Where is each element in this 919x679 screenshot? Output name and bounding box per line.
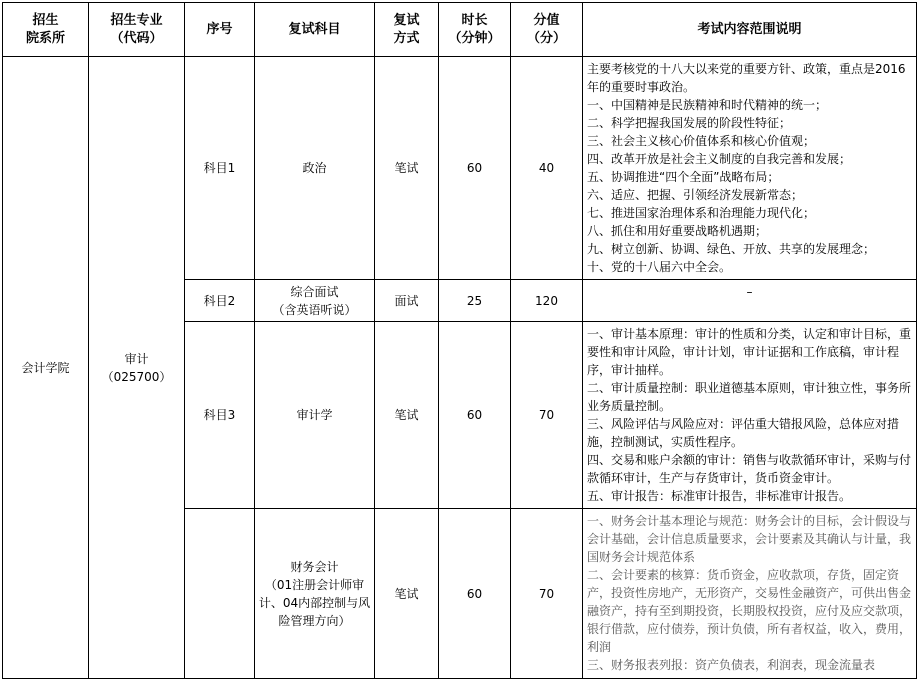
header-duration bbox=[439, 3, 511, 57]
header-major-line: 招生专业 bbox=[110, 12, 163, 28]
header-duration-line: 时长 bbox=[461, 12, 488, 28]
header-college-line: 院系所 bbox=[25, 30, 65, 46]
retest-table bbox=[2, 2, 917, 679]
subject-line: （01注册会计师审计、04内部控制与风险管理方向） bbox=[258, 577, 371, 628]
subject-cell bbox=[255, 509, 375, 679]
header-seq: 序号 bbox=[185, 3, 255, 57]
header-mode bbox=[375, 3, 439, 57]
score-cell: 70 bbox=[511, 322, 583, 509]
table-row bbox=[3, 57, 917, 280]
seq-cell: 科目1 bbox=[185, 57, 255, 280]
subject-line: （含英语听说） bbox=[272, 302, 357, 317]
seq-cell: 科目2 bbox=[185, 280, 255, 322]
duration-cell: 60 bbox=[439, 509, 511, 679]
header-college-line: 招生 bbox=[32, 12, 59, 28]
college-cell: 会计学院 bbox=[3, 57, 89, 679]
header-score bbox=[511, 3, 583, 57]
mode-cell: 面试 bbox=[375, 280, 439, 322]
major-code: （025700） bbox=[101, 369, 172, 384]
scope-paragraph: 四、交易和账户余额的审计：销售与收款循环审计，采购与付款循环审计，生产与存货审计，货币资金审计。 bbox=[587, 453, 912, 485]
score-cell: 40 bbox=[511, 57, 583, 280]
subject-cell: 审计学 bbox=[255, 322, 375, 509]
scope-paragraph: 一、中国精神是民族精神和时代精神的统一； bbox=[587, 98, 828, 112]
scope-paragraph: 三、社会主义核心价值体系和核心价值观； bbox=[587, 134, 816, 148]
scope-paragraph: 二、审计质量控制：职业道德基本原则，审计独立性，事务所业务质量控制。 bbox=[587, 381, 912, 413]
mode-cell: 笔试 bbox=[375, 509, 439, 679]
scope-cell bbox=[583, 280, 917, 322]
header-subject: 复试科目 bbox=[255, 3, 375, 57]
subject-cell: 政治 bbox=[255, 57, 375, 280]
scope-paragraph: 十、党的十八届六中全会。 bbox=[587, 260, 732, 274]
scope-paragraph: 主要考核党的十八大以来党的重要方针、政策，重点是2016年的重要时事政治。 bbox=[587, 62, 906, 94]
header-mode-line: 复试 bbox=[393, 12, 420, 28]
scope-cell bbox=[583, 57, 917, 280]
seq-cell bbox=[185, 509, 255, 679]
scope-paragraph: 六、适应、把握、引领经济发展新常态； bbox=[587, 188, 804, 202]
mode-cell: 笔试 bbox=[375, 57, 439, 280]
scope-paragraph: 五、协调推进“四个全面”战略布局； bbox=[587, 170, 780, 184]
subject-line: 财务会计 bbox=[290, 559, 339, 574]
scope-paragraph: 五、审计报告：标准审计报告，非标准审计报告。 bbox=[587, 489, 852, 503]
scope-paragraph: 八、抓住和用好重要战略机遇期； bbox=[587, 224, 768, 238]
header-college bbox=[3, 3, 89, 57]
scope-paragraph: – bbox=[746, 285, 753, 299]
header-major bbox=[89, 3, 185, 57]
scope-paragraph: 三、风险评估与风险应对：评估重大错报风险，总体应对措施，控制测试，实质性程序。 bbox=[587, 417, 900, 449]
score-cell: 70 bbox=[511, 509, 583, 679]
duration-cell: 60 bbox=[439, 322, 511, 509]
scope-paragraph: 二、会计要素的核算：货币资金，应收款项，存货，固定资产，投资性房地产，无形资产，交易性金融资产，可供出售金融资产，持有至到期投资，长期股权投资，应付及应交款项，银行借款，应付债券，预计负债，所有者权益，收入，费用，利润 bbox=[587, 568, 912, 654]
scope-paragraph: 一、财务会计基本理论与规范：财务会计的目标，会计假设与会计基础，会计信息质量要求，会计要素及其确认与计量，我国财务会计规范体系 bbox=[587, 514, 912, 564]
scope-cell bbox=[583, 322, 917, 509]
header-mode-line: 方式 bbox=[393, 30, 420, 46]
seq-cell: 科目3 bbox=[185, 322, 255, 509]
header-score-line: 分值 bbox=[533, 12, 560, 28]
header-score-line: （分） bbox=[526, 30, 566, 46]
header-duration-line: （分钟） bbox=[448, 30, 501, 46]
scope-paragraph: 九、树立创新、协调、绿色、开放、共享的发展理念； bbox=[587, 242, 876, 256]
scope-paragraph: 一、审计基本原理：审计的性质和分类，认定和审计目标，重要性和审计风险，审计计划，审计证据和工作底稿，审计程序，审计抽样。 bbox=[587, 327, 912, 377]
scope-paragraph: 四、改革开放是社会主义制度的自我完善和发展； bbox=[587, 152, 852, 166]
major-cell bbox=[89, 57, 185, 679]
scope-cell bbox=[583, 509, 917, 679]
mode-cell: 笔试 bbox=[375, 322, 439, 509]
header-scope: 考试内容范围说明 bbox=[583, 3, 917, 57]
subject-cell bbox=[255, 280, 375, 322]
scope-paragraph: 三、财务报表列报：资产负债表，利润表，现金流量表 bbox=[587, 658, 876, 672]
duration-cell: 25 bbox=[439, 280, 511, 322]
header-row bbox=[3, 3, 917, 57]
duration-cell: 60 bbox=[439, 57, 511, 280]
scope-paragraph: 二、科学把握我国发展的阶段性特征； bbox=[587, 116, 792, 130]
header-major-line: （代码） bbox=[110, 30, 163, 46]
scope-paragraph: 七、推进国家治理体系和治理能力现代化； bbox=[587, 206, 816, 220]
major-name: 审计 bbox=[124, 351, 149, 366]
subject-line: 综合面试 bbox=[290, 284, 339, 299]
score-cell: 120 bbox=[511, 280, 583, 322]
